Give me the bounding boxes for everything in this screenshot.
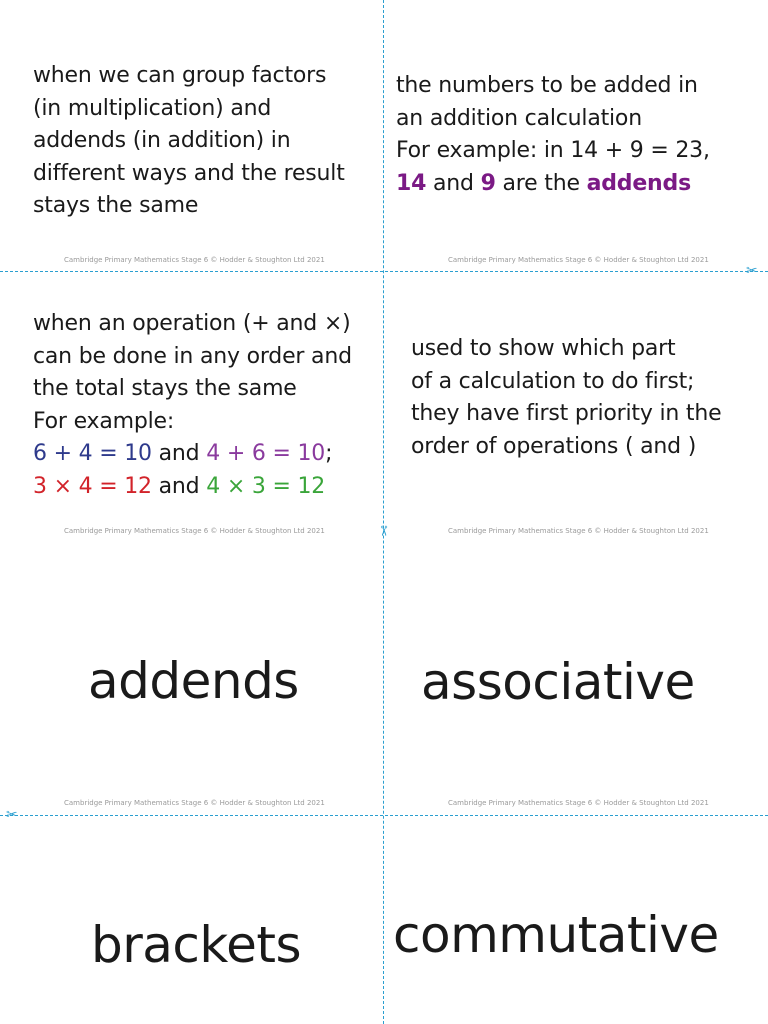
- copyright-footer: Cambridge Primary Mathematics Stage 6 © Hodder & Stoughton Ltd 2021: [448, 799, 709, 807]
- example-line: [33, 471, 352, 504]
- term-associative: associative: [421, 653, 695, 711]
- copyright-footer: Cambridge Primary Mathematics Stage 6 © Hodder & Stoughton Ltd 2021: [64, 527, 325, 535]
- scissors-icon: ✂: [746, 263, 758, 279]
- term-addends: addends: [88, 652, 299, 710]
- connector-text: and: [151, 473, 207, 499]
- equation: 3 × 4 = 12: [33, 473, 152, 499]
- definition-line: can be done in any order and: [33, 343, 352, 369]
- definition-line: the total stays the same: [33, 376, 297, 401]
- copyright-footer: Cambridge Primary Mathematics Stage 6 © Hodder & Stoughton Ltd 2021: [448, 527, 709, 535]
- term-brackets: brackets: [91, 916, 302, 974]
- horizontal-cut-line-1: [0, 271, 768, 272]
- equation: 4 × 3 = 12: [206, 473, 326, 499]
- definition-line: of a calculation to do first;: [411, 368, 695, 394]
- definition-line: For example:: [33, 408, 175, 434]
- definition-line: (in multiplication) and: [33, 95, 272, 121]
- vertical-cut-line: [383, 0, 384, 1024]
- definition-line: they have first priority in the: [411, 401, 722, 426]
- connector-text: and: [151, 441, 207, 466]
- horizontal-cut-line-2: [0, 815, 768, 816]
- card-brackets-definition: [411, 333, 721, 463]
- definition-line: stays the same: [33, 193, 199, 218]
- definition-line: an addition calculation: [396, 105, 642, 131]
- equation: 6 + 4 = 10: [33, 441, 152, 466]
- connector-text: are the: [495, 170, 587, 196]
- example-number: 14: [396, 170, 427, 196]
- punctuation: ;: [325, 441, 333, 466]
- definition-line: when an operation (+ and ×): [33, 311, 351, 336]
- equation: 4 + 6 = 10: [206, 441, 326, 466]
- definition-line: the numbers to be added in: [396, 73, 698, 98]
- definition-line: order of operations ( and ): [411, 433, 697, 459]
- definition-line: different ways and the result: [33, 160, 345, 186]
- card-commutative-definition: [33, 308, 352, 503]
- definition-line: For example: in 14 + 9 = 23,: [396, 138, 710, 163]
- definition-line: addends (in addition) in: [33, 128, 291, 153]
- term-commutative: commutative: [393, 906, 719, 964]
- card-associative-definition: [33, 60, 345, 223]
- definition-line: when we can group factors: [33, 63, 327, 88]
- scissors-icon: ✂: [374, 525, 391, 537]
- definition-line: used to show which part: [411, 336, 676, 361]
- copyright-footer: Cambridge Primary Mathematics Stage 6 © Hodder & Stoughton Ltd 2021: [64, 799, 325, 807]
- definition-line: [396, 168, 710, 201]
- keyword-addends: addends: [586, 170, 691, 196]
- example-line: [33, 438, 352, 471]
- scissors-icon: ✂: [6, 807, 18, 823]
- example-number: 9: [480, 170, 496, 196]
- copyright-footer: Cambridge Primary Mathematics Stage 6 © Hodder & Stoughton Ltd 2021: [448, 256, 709, 264]
- copyright-footer: Cambridge Primary Mathematics Stage 6 © Hodder & Stoughton Ltd 2021: [64, 256, 325, 264]
- connector-text: and: [426, 170, 481, 196]
- card-addends-definition: [396, 70, 710, 200]
